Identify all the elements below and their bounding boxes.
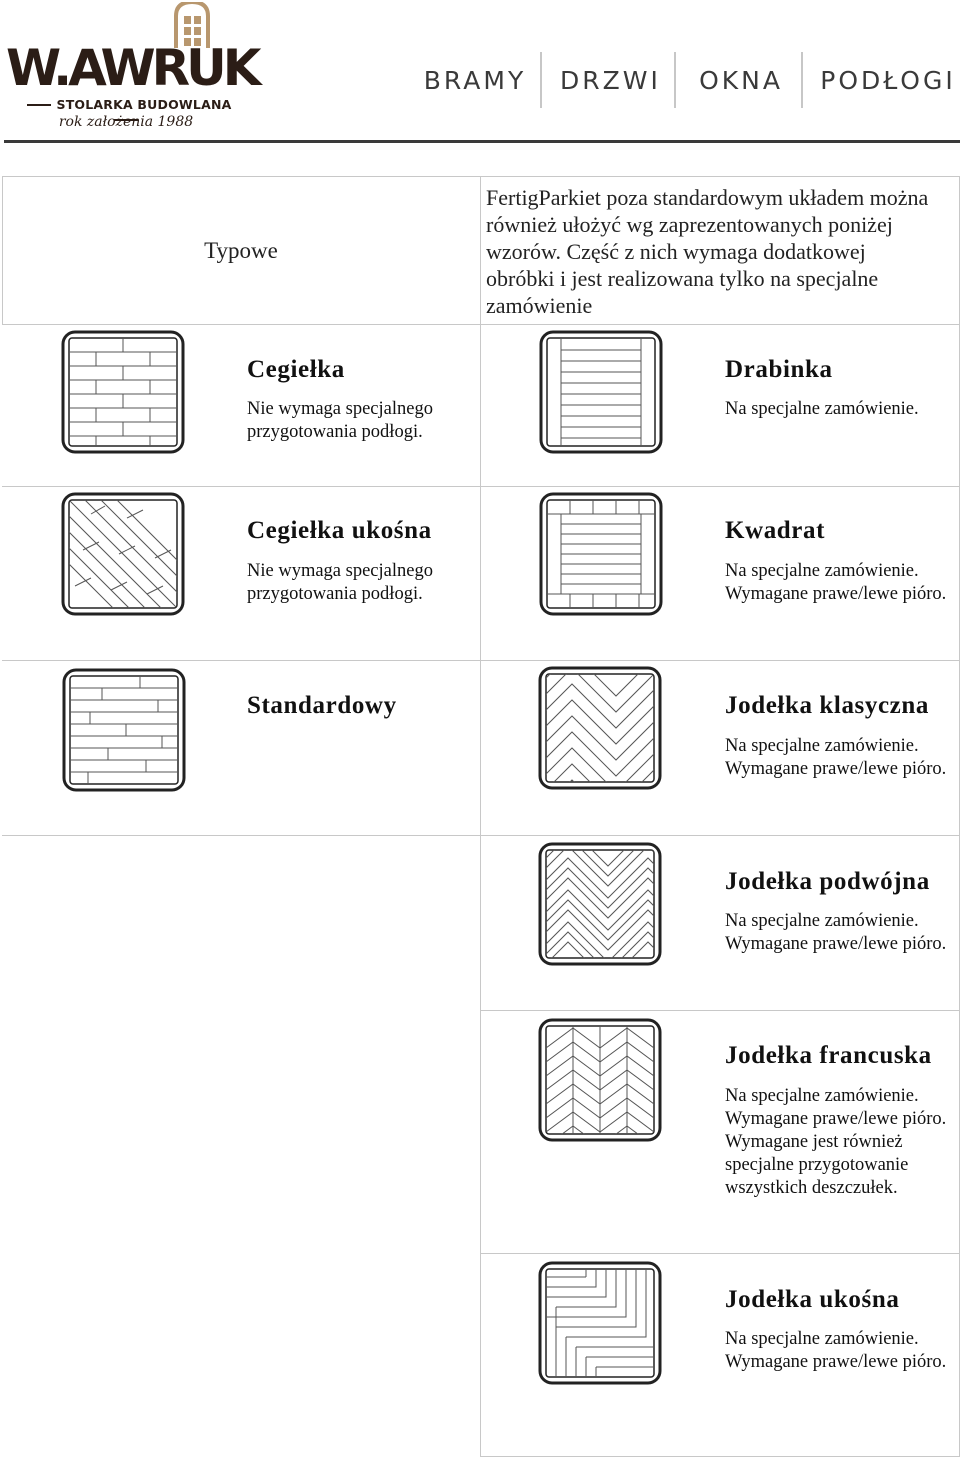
pattern-desc-drabinka: Na specjalne zamówienie. <box>725 399 919 419</box>
brand-logo[interactable] <box>6 2 258 136</box>
diagonal-brick-pattern-icon <box>61 492 185 616</box>
pattern-desc-kwadrat: Na specjalne zamówienie. Wymagane prawe/lewe pióro. <box>725 561 947 604</box>
chevron-pattern-icon <box>538 1018 662 1142</box>
nav-podlogi[interactable]: PODŁOGI <box>820 66 956 95</box>
pattern-title-drabinka: Drabinka <box>725 356 833 383</box>
table-border <box>2 660 960 661</box>
nav-drzwi[interactable]: DRZWI <box>560 66 661 95</box>
nav-okna[interactable]: OKNA <box>699 66 783 95</box>
standard-pattern-icon <box>62 668 186 792</box>
table-border <box>481 1253 960 1254</box>
pattern-title-standardowy: Standardowy <box>247 692 397 719</box>
diagonal-herringbone-pattern-icon <box>538 1261 662 1385</box>
brand-founded: rok założenia 1988 <box>58 114 194 130</box>
table-border <box>2 176 960 177</box>
table-border <box>481 1010 960 1011</box>
page-header <box>0 0 960 145</box>
pattern-title-cegielka-ukosna: Cegiełka ukośna <box>247 517 432 544</box>
nav-separator <box>801 52 803 108</box>
double-herringbone-pattern-icon <box>538 842 662 966</box>
table-border <box>480 176 481 1457</box>
table-border <box>481 1456 960 1457</box>
square-pattern-icon <box>539 492 663 616</box>
brand-name: W.AWRUK <box>6 39 258 97</box>
brick-pattern-icon <box>61 330 185 454</box>
intro-text: FertigParkiet poza standardowym układem można również ułożyć wg zaprezentowanych poniżej wzorów. Część z nich wymaga dodatkowej obróbki i jest realizowana tylko na specjalne zamówienie <box>486 185 929 318</box>
pattern-title-jodelka-francuska: Jodełka francuska <box>725 1042 932 1069</box>
pattern-title-cegielka: Cegiełka <box>247 356 345 383</box>
pattern-title-kwadrat: Kwadrat <box>725 517 826 544</box>
pattern-desc-jodelka-klasyczna: Na specjalne zamówienie. Wymagane prawe/lewe pióro. <box>725 736 947 779</box>
pattern-title-jodelka-klasyczna: Jodełka klasyczna <box>725 692 929 719</box>
nav-separator <box>540 52 542 108</box>
table-border <box>2 486 960 487</box>
header-divider <box>4 140 960 143</box>
pattern-desc-cegielka: Nie wymaga specjalnego przygotowania podłogi. <box>247 399 433 442</box>
table-border <box>2 324 960 325</box>
brand-tagline: STOLARKA BUDOWLANA <box>6 97 246 127</box>
pattern-desc-jodelka-francuska: Na specjalne zamówienie. Wymagane prawe/lewe pióro. Wymagane jest również specjalne przygotowanie wszystkich deszczułek. <box>725 1086 947 1198</box>
herringbone-pattern-icon <box>538 666 662 790</box>
pattern-desc-cegielka-ukosna: Nie wymaga specjalnego przygotowania podłogi. <box>247 561 433 604</box>
header-cell-typowe: Typowe <box>204 238 278 263</box>
pattern-title-jodelka-ukosna: Jodełka ukośna <box>725 1286 900 1313</box>
table-border <box>2 835 960 836</box>
pattern-desc-jodelka-podwojna: Na specjalne zamówienie. Wymagane prawe/lewe pióro. <box>725 911 947 954</box>
nav-separator <box>674 52 676 108</box>
pattern-desc-jodelka-ukosna: Na specjalne zamówienie. Wymagane prawe/lewe pióro. <box>725 1329 947 1372</box>
nav-bramy[interactable]: BRAMY <box>423 66 527 95</box>
pattern-title-jodelka-podwojna: Jodełka podwójna <box>725 868 930 895</box>
ladder-pattern-icon <box>539 330 663 454</box>
